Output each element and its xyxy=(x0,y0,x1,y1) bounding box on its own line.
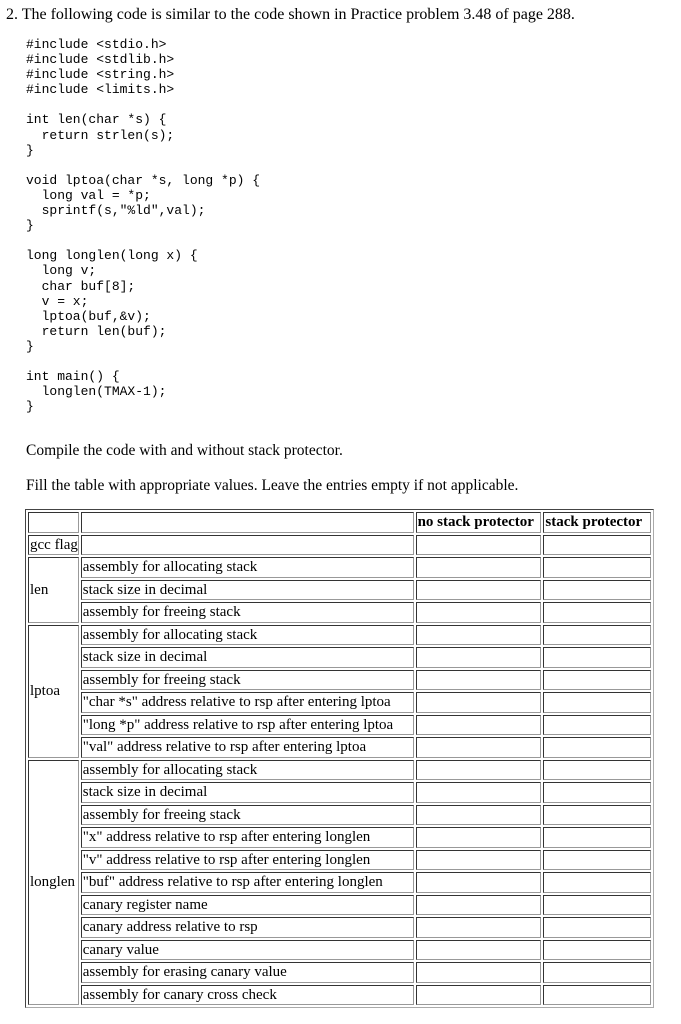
answer-cell-stack-protector[interactable] xyxy=(543,535,651,556)
table-row xyxy=(28,647,651,668)
table-row xyxy=(28,917,651,938)
row-description: assembly for allocating stack xyxy=(81,625,414,646)
table-row xyxy=(28,940,651,961)
header-group-cell xyxy=(28,512,79,533)
group-label-len: len xyxy=(28,557,79,623)
row-description: "v" address relative to rsp after entering longlen xyxy=(81,850,414,871)
row-description: assembly for canary cross check xyxy=(81,985,414,1006)
code-line: } xyxy=(26,218,34,234)
row-description: assembly for erasing canary value xyxy=(81,962,414,983)
answer-cell-no-stack-protector[interactable] xyxy=(416,917,542,938)
compile-instruction: Compile the code with and without stack protector. xyxy=(26,442,343,459)
code-line: int len(char *s) { xyxy=(26,112,167,128)
code-line: } xyxy=(26,142,34,158)
answer-cell-stack-protector[interactable] xyxy=(543,917,651,938)
answer-cell-stack-protector[interactable] xyxy=(543,715,651,736)
answer-cell-no-stack-protector[interactable] xyxy=(416,715,542,736)
answer-cell-no-stack-protector[interactable] xyxy=(416,692,542,713)
code-line: return strlen(s); xyxy=(26,127,175,143)
code-line: long val = *p; xyxy=(26,187,151,203)
question-text: 2. The following code is similar to the code shown in Practice problem 3.48 of page 288. xyxy=(6,6,575,23)
answer-cell-no-stack-protector[interactable] xyxy=(416,535,542,556)
table-row xyxy=(28,872,651,893)
code-line xyxy=(26,97,260,112)
table-row xyxy=(28,962,651,983)
fill-instruction: Fill the table with appropriate values. Leave the entries empty if not applicable. xyxy=(26,477,519,494)
answer-cell-no-stack-protector[interactable] xyxy=(416,557,542,578)
code-line xyxy=(26,158,260,173)
table-row xyxy=(28,557,651,578)
row-description: assembly for freeing stack xyxy=(81,805,414,826)
row-description: canary register name xyxy=(81,895,414,916)
answer-cell-stack-protector[interactable] xyxy=(543,805,651,826)
header-stack-protector: stack protector xyxy=(543,512,651,533)
answer-cell-stack-protector[interactable] xyxy=(543,625,651,646)
code-listing xyxy=(26,37,260,414)
code-line: long v; xyxy=(26,263,97,279)
code-line xyxy=(26,233,260,248)
code-line: #include <stdlib.h> xyxy=(26,52,175,68)
answer-cell-no-stack-protector[interactable] xyxy=(416,985,542,1006)
table-row xyxy=(28,715,651,736)
row-description: "x" address relative to rsp after entering longlen xyxy=(81,827,414,848)
answer-cell-stack-protector[interactable] xyxy=(543,962,651,983)
group-label-lptoa: lptoa xyxy=(28,625,79,758)
table-header-row xyxy=(28,512,651,533)
table-body xyxy=(28,535,651,1006)
code-line: char buf[8]; xyxy=(26,278,136,294)
table-row xyxy=(28,805,651,826)
code-line: long longlen(long x) { xyxy=(26,248,198,264)
answer-cell-no-stack-protector[interactable] xyxy=(416,625,542,646)
answer-cell-stack-protector[interactable] xyxy=(543,760,651,781)
gcc-flag-desc-cell xyxy=(81,535,414,556)
code-line: return len(buf); xyxy=(26,323,167,339)
answer-cell-no-stack-protector[interactable] xyxy=(416,580,542,601)
table-row xyxy=(28,737,651,758)
answer-cell-stack-protector[interactable] xyxy=(543,670,651,691)
answer-cell-no-stack-protector[interactable] xyxy=(416,962,542,983)
table-row xyxy=(28,692,651,713)
table-row xyxy=(28,782,651,803)
row-description: "buf" address relative to rsp after entering longlen xyxy=(81,872,414,893)
answer-cell-no-stack-protector[interactable] xyxy=(416,872,542,893)
answer-cell-no-stack-protector[interactable] xyxy=(416,647,542,668)
code-line: #include <limits.h> xyxy=(26,82,175,98)
answer-cell-no-stack-protector[interactable] xyxy=(416,895,542,916)
answer-cell-stack-protector[interactable] xyxy=(543,580,651,601)
code-line: longlen(TMAX-1); xyxy=(26,384,167,400)
row-description: stack size in decimal xyxy=(81,647,414,668)
table-row xyxy=(28,580,651,601)
answer-cell-no-stack-protector[interactable] xyxy=(416,827,542,848)
table-row xyxy=(28,625,651,646)
code-line: } xyxy=(26,338,34,354)
row-description: assembly for freeing stack xyxy=(81,670,414,691)
answer-cell-no-stack-protector[interactable] xyxy=(416,940,542,961)
code-line: #include <stdio.h> xyxy=(26,37,167,52)
answer-cell-stack-protector[interactable] xyxy=(543,827,651,848)
group-label-longlen: longlen xyxy=(28,760,79,1006)
row-description: assembly for allocating stack xyxy=(81,557,414,578)
answer-table xyxy=(25,509,654,1008)
answer-cell-no-stack-protector[interactable] xyxy=(416,782,542,803)
row-description: "val" address relative to rsp after entering lptoa xyxy=(81,737,414,758)
table-row xyxy=(28,535,651,556)
row-description: "long *p" address relative to rsp after entering lptoa xyxy=(81,715,414,736)
row-description: canary value xyxy=(81,940,414,961)
row-description: stack size in decimal xyxy=(81,580,414,601)
header-desc-cell xyxy=(81,512,414,533)
answer-cell-no-stack-protector[interactable] xyxy=(416,670,542,691)
code-line: v = x; xyxy=(26,293,89,309)
code-line xyxy=(26,354,260,369)
code-line: void lptoa(char *s, long *p) { xyxy=(26,172,261,188)
code-line: } xyxy=(26,399,34,415)
row-description: canary address relative to rsp xyxy=(81,917,414,938)
answer-cell-no-stack-protector[interactable] xyxy=(416,737,542,758)
answer-cell-stack-protector[interactable] xyxy=(543,737,651,758)
table-row xyxy=(28,850,651,871)
answer-cell-stack-protector[interactable] xyxy=(543,647,651,668)
row-description: "char *s" address relative to rsp after entering lptoa xyxy=(81,692,414,713)
answer-cell-stack-protector[interactable] xyxy=(543,985,651,1006)
row-description: assembly for freeing stack xyxy=(81,602,414,623)
code-line: int main() { xyxy=(26,369,120,385)
gcc-flag-label: gcc flag xyxy=(28,535,79,556)
code-line: #include <string.h> xyxy=(26,67,175,83)
header-no-stack-protector: no stack protector xyxy=(416,512,542,533)
table-row xyxy=(28,895,651,916)
table-row xyxy=(28,760,651,781)
answer-cell-stack-protector[interactable] xyxy=(543,895,651,916)
row-description: assembly for allocating stack xyxy=(81,760,414,781)
answer-cell-stack-protector[interactable] xyxy=(543,940,651,961)
answer-cell-stack-protector[interactable] xyxy=(543,872,651,893)
code-line: sprintf(s,"%ld",val); xyxy=(26,203,206,219)
row-description: stack size in decimal xyxy=(81,782,414,803)
answer-cell-no-stack-protector[interactable] xyxy=(416,805,542,826)
answer-cell-stack-protector[interactable] xyxy=(543,782,651,803)
answer-cell-stack-protector[interactable] xyxy=(543,602,651,623)
table-row xyxy=(28,985,651,1006)
answer-cell-stack-protector[interactable] xyxy=(543,850,651,871)
code-line: lptoa(buf,&v); xyxy=(26,308,151,324)
answer-cell-no-stack-protector[interactable] xyxy=(416,602,542,623)
table-row xyxy=(28,827,651,848)
answer-cell-stack-protector[interactable] xyxy=(543,692,651,713)
answer-cell-no-stack-protector[interactable] xyxy=(416,850,542,871)
table-row xyxy=(28,670,651,691)
answer-cell-stack-protector[interactable] xyxy=(543,557,651,578)
table-row xyxy=(28,602,651,623)
answer-cell-no-stack-protector[interactable] xyxy=(416,760,542,781)
